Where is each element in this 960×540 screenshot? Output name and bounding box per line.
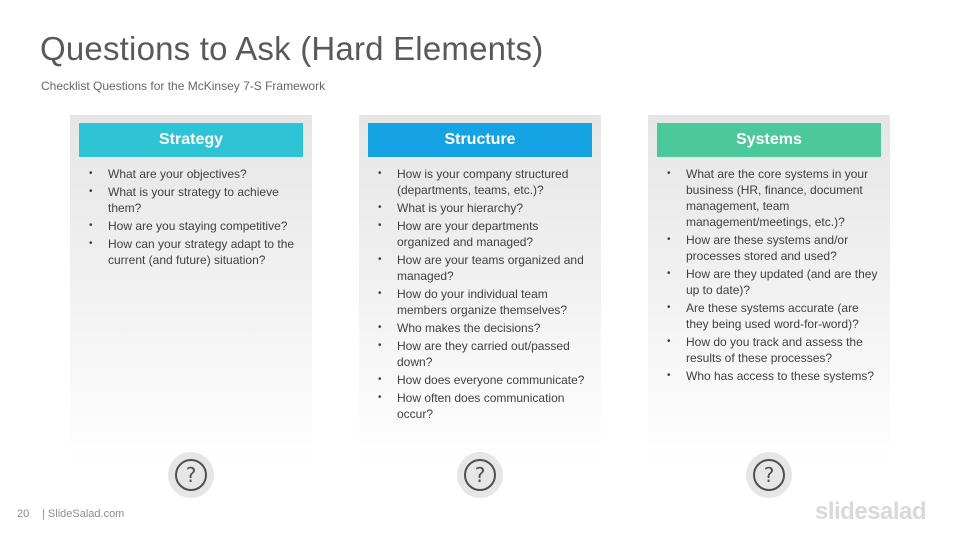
- card-header: Strategy: [79, 123, 303, 157]
- bullet-icon: •: [667, 370, 671, 381]
- bullet-icon: •: [89, 186, 93, 197]
- bullet-icon: •: [378, 168, 382, 179]
- list-item: [660, 166, 880, 230]
- card-question-list: [660, 166, 880, 386]
- list-item: [371, 166, 591, 198]
- list-item: [82, 236, 302, 268]
- card-structure: [359, 115, 601, 465]
- bullet-icon: •: [667, 336, 671, 347]
- slide-title: Questions to Ask (Hard Elements): [40, 30, 544, 67]
- list-item-text: What is your strategy to achieve them?: [108, 185, 279, 215]
- list-item: [371, 390, 591, 422]
- list-item-text: Are these systems accurate (are they being used word-for-word)?: [686, 301, 859, 331]
- list-item-text: How are your departments organized and managed?: [397, 219, 539, 249]
- list-item: [82, 166, 302, 182]
- list-item-text: How often does communication occur?: [397, 391, 565, 421]
- list-item-text: How do your individual team members organize themselves?: [397, 287, 568, 317]
- slide-subtitle: Checklist Questions for the McKinsey 7-S Framework: [41, 79, 326, 93]
- footer-site-link[interactable]: | SlideSalad.com: [42, 508, 125, 520]
- list-item-text: How are you staying competitive?: [108, 219, 288, 233]
- list-item-text: What are your objectives?: [108, 167, 247, 181]
- bullet-icon: •: [667, 302, 671, 313]
- list-item-text: What are the core systems in your business (HR, finance, document management, team management/meetings, etc.)?: [686, 167, 869, 229]
- list-item: [371, 372, 591, 388]
- list-item: [660, 266, 880, 298]
- list-item-text: How do you track and assess the results of these processes?: [686, 335, 863, 365]
- list-item: [660, 300, 880, 332]
- list-item-text: Who makes the decisions?: [397, 321, 541, 335]
- list-item: [371, 218, 591, 250]
- bullet-icon: •: [378, 374, 382, 385]
- question-icon: [168, 452, 214, 498]
- list-item: [371, 320, 591, 336]
- slidesalad-logo: slidesalad: [815, 498, 927, 525]
- bullet-icon: •: [89, 220, 93, 231]
- list-item: [82, 218, 302, 234]
- list-item-text: How are your teams organized and managed?: [397, 253, 584, 283]
- bullet-icon: •: [89, 168, 93, 179]
- bullet-icon: •: [378, 202, 382, 213]
- list-item: [371, 200, 591, 216]
- card-systems: [648, 115, 890, 465]
- list-item-text: How can your strategy adapt to the current (and future) situation?: [108, 237, 295, 267]
- list-item-text: How are they updated (and are they up to date)?: [686, 267, 878, 297]
- question-mark-glyph: ?: [175, 459, 207, 491]
- page-number: 20: [17, 508, 30, 520]
- bullet-icon: •: [378, 288, 382, 299]
- card-question-list: [371, 166, 591, 424]
- question-mark-glyph: ?: [753, 459, 785, 491]
- card-header: Systems: [657, 123, 881, 157]
- bullet-icon: •: [378, 254, 382, 265]
- list-item-text: Who has access to these systems?: [686, 369, 875, 383]
- bullet-icon: •: [378, 392, 382, 403]
- list-item-text: How is your company structured (departments, teams, etc.)?: [397, 167, 569, 197]
- question-icon: [457, 452, 503, 498]
- question-icon: [746, 452, 792, 498]
- card-strategy: [70, 115, 312, 465]
- list-item: [371, 338, 591, 370]
- bullet-icon: •: [667, 234, 671, 245]
- list-item: [660, 232, 880, 264]
- card-question-list: [82, 166, 302, 270]
- list-item: [371, 252, 591, 284]
- bullet-icon: •: [378, 340, 382, 351]
- card-header: Structure: [368, 123, 592, 157]
- list-item: [660, 368, 880, 384]
- list-item-text: How does everyone communicate?: [397, 373, 585, 387]
- question-mark-glyph: ?: [464, 459, 496, 491]
- bullet-icon: •: [89, 238, 93, 249]
- list-item: [371, 286, 591, 318]
- list-item-text: How are they carried out/passed down?: [397, 339, 570, 369]
- list-item: [660, 334, 880, 366]
- list-item-text: What is your hierarchy?: [397, 201, 524, 215]
- list-item-text: How are these systems and/or processes stored and used?: [686, 233, 849, 263]
- bullet-icon: •: [667, 168, 671, 179]
- list-item: [82, 184, 302, 216]
- bullet-icon: •: [378, 322, 382, 333]
- bullet-icon: •: [378, 220, 382, 231]
- bullet-icon: •: [667, 268, 671, 279]
